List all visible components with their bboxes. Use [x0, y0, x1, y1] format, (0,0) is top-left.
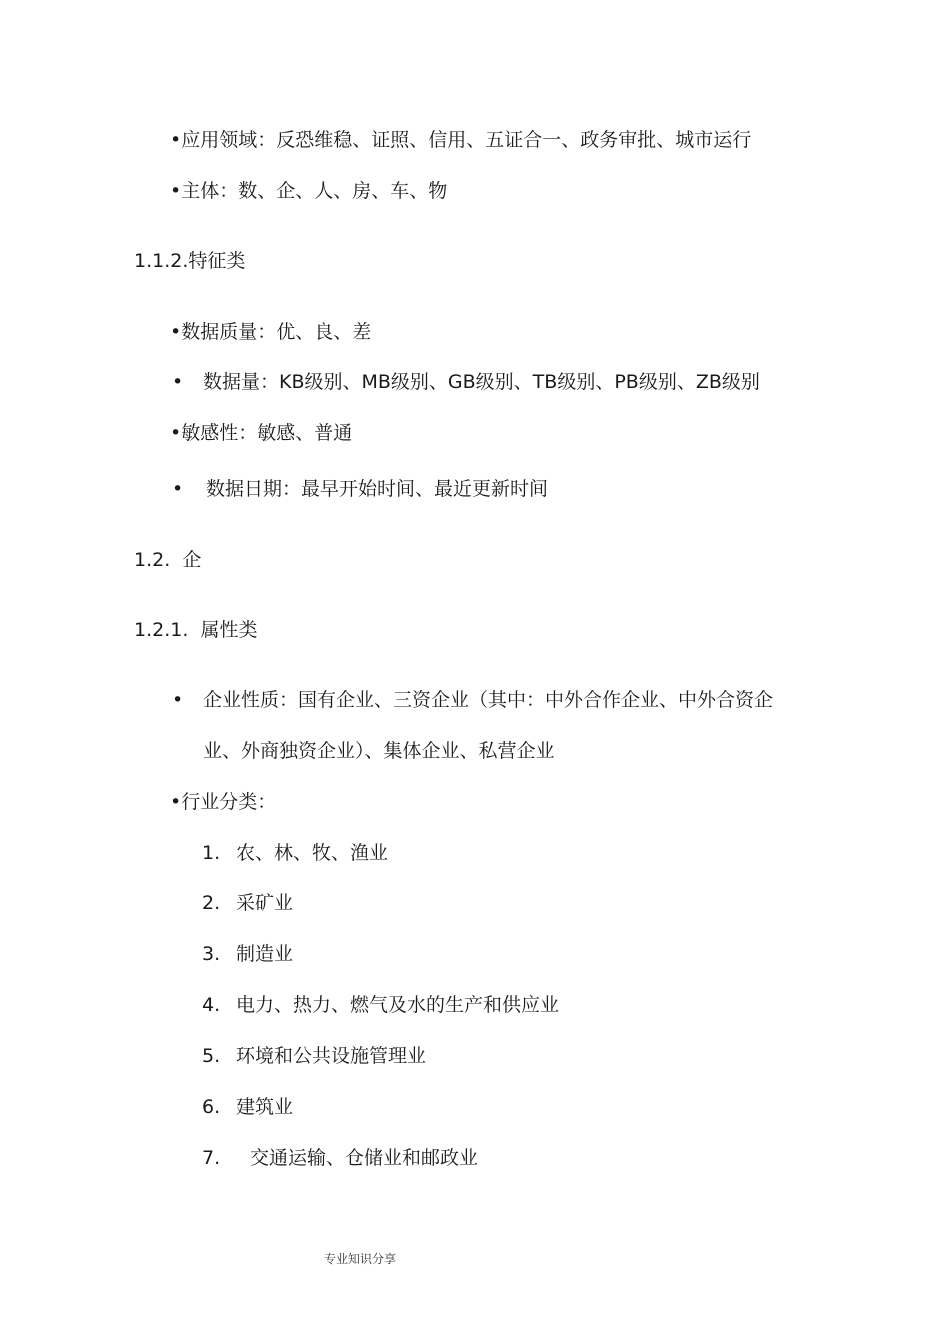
- list-item: 建筑业: [236, 1096, 294, 1118]
- section-heading-1-2: 1.2. 企: [134, 549, 202, 571]
- enterprise-nature-line-1: 企业性质：国有企业、三资企业（其中：中外合作企业、中外合资企: [203, 689, 774, 711]
- sensitivity-item: •敏感性：敏感、普通: [170, 422, 353, 444]
- list-item-number: 4.: [202, 994, 221, 1016]
- list-item: 制造业: [236, 943, 294, 965]
- list-item: 交通运输、仓储业和邮政业: [250, 1147, 479, 1169]
- enterprise-nature-line-2: 业、外商独资企业）、集体企业、私营企业: [203, 740, 555, 762]
- data-quality-item: •数据质量：优、良、差: [170, 321, 372, 343]
- list-item-number: 1.: [202, 842, 221, 864]
- list-item-number: 7.: [202, 1147, 221, 1169]
- page-footer: 专业知识分享: [324, 1252, 397, 1266]
- list-item: 农、林、牧、渔业: [236, 842, 389, 864]
- apply-domain-item: •应用领域：反恐维稳、证照、信用、五证合一、政务审批、城市运行: [170, 129, 752, 151]
- section-heading-1-2-1: 1.2.1. 属性类: [134, 619, 258, 641]
- bullet: •: [172, 478, 184, 500]
- subject-item: •主体：数、企、人、房、车、物: [170, 180, 448, 202]
- industry-label: •行业分类：: [170, 791, 277, 813]
- list-item-number: 3.: [202, 943, 221, 965]
- bullet: •: [172, 689, 184, 711]
- section-heading-1-1-2: 1.1.2.特征类: [134, 250, 246, 272]
- list-item: 采矿业: [236, 892, 294, 914]
- list-item-number: 5.: [202, 1045, 221, 1067]
- bullet: •: [172, 371, 184, 393]
- list-item-number: 6.: [202, 1096, 221, 1118]
- data-volume-item: 数据量：KB级别、MB级别、GB级别、TB级别、PB级别、ZB级别: [203, 371, 760, 393]
- data-date-item: 数据日期：最早开始时间、最近更新时间: [206, 478, 549, 500]
- list-item-number: 2.: [202, 892, 221, 914]
- list-item: 环境和公共设施管理业: [236, 1045, 427, 1067]
- list-item: 电力、热力、燃气及水的生产和供应业: [236, 994, 560, 1016]
